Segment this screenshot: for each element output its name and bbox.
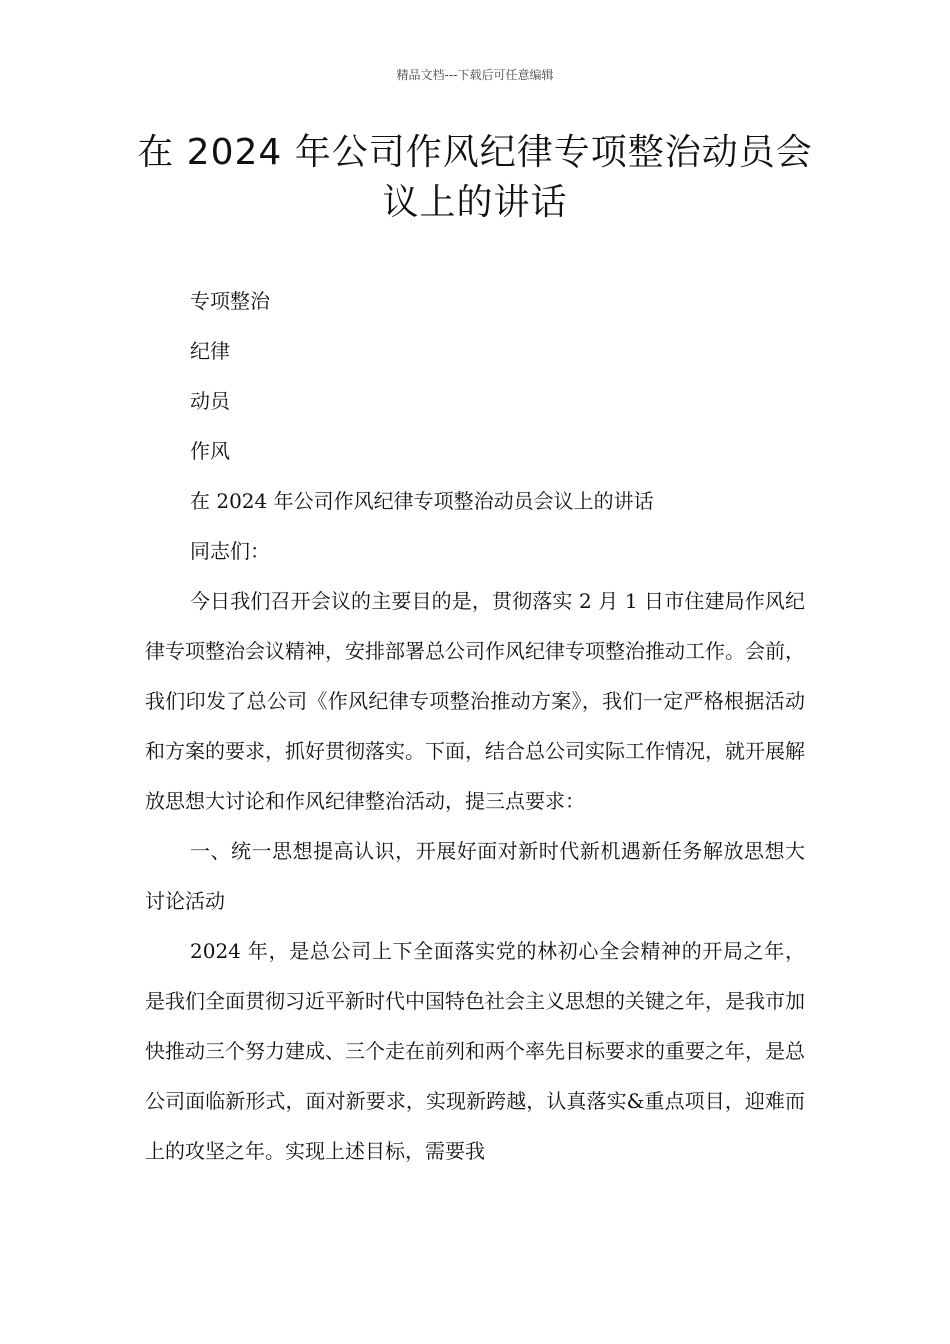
keyword: 动员: [190, 389, 230, 413]
section-heading: 一、统一思想提高认识，开展好面对新时代新机遇新任务解放思想大讨论活动: [145, 839, 805, 913]
document-title: 在 2024 年公司作风纪律专项整治动员会议上的讲话: [137, 132, 813, 223]
salutation: 同志们：: [190, 539, 270, 563]
speech-subtitle: 在 2024 年公司作风纪律专项整治动员会议上的讲话: [190, 489, 654, 513]
page-header: 精品文档---下载后可任意编辑: [396, 68, 554, 82]
keyword: 作风: [190, 439, 230, 463]
paragraph: 今日我们召开会议的主要目的是，贯彻落实 2 月 1 日市住建局作风纪律专项整治会议精神，安排部署总公司作风纪律专项整治推动工作。会前，我们印发了总公司《作风纪律专项整治推动方案》，我们一定严格根据活动和方案的要求，抓好贯彻落实。下面，结合总公司实际工作情况，就开展解放思想大讨论和作风纪律整治活动，提三点要求：: [145, 589, 805, 813]
paragraph: 2024 年，是总公司上下全面落实党的林初心全会精神的开局之年，是我们全面贯彻习近平新时代中国特色社会主义思想的关键之年，是我市加快推动三个努力建成、三个走在前列和两个率先目标要求的重要之年，是总公司面临新形式，面对新要求，实现新跨越，认真落实&重点项目，迎难而上的攻坚之年。实现上述目标，需要我: [145, 939, 805, 1163]
document-body: [145, 276, 805, 1176]
keyword: 专项整治: [190, 289, 270, 313]
keyword: 纪律: [190, 339, 230, 363]
